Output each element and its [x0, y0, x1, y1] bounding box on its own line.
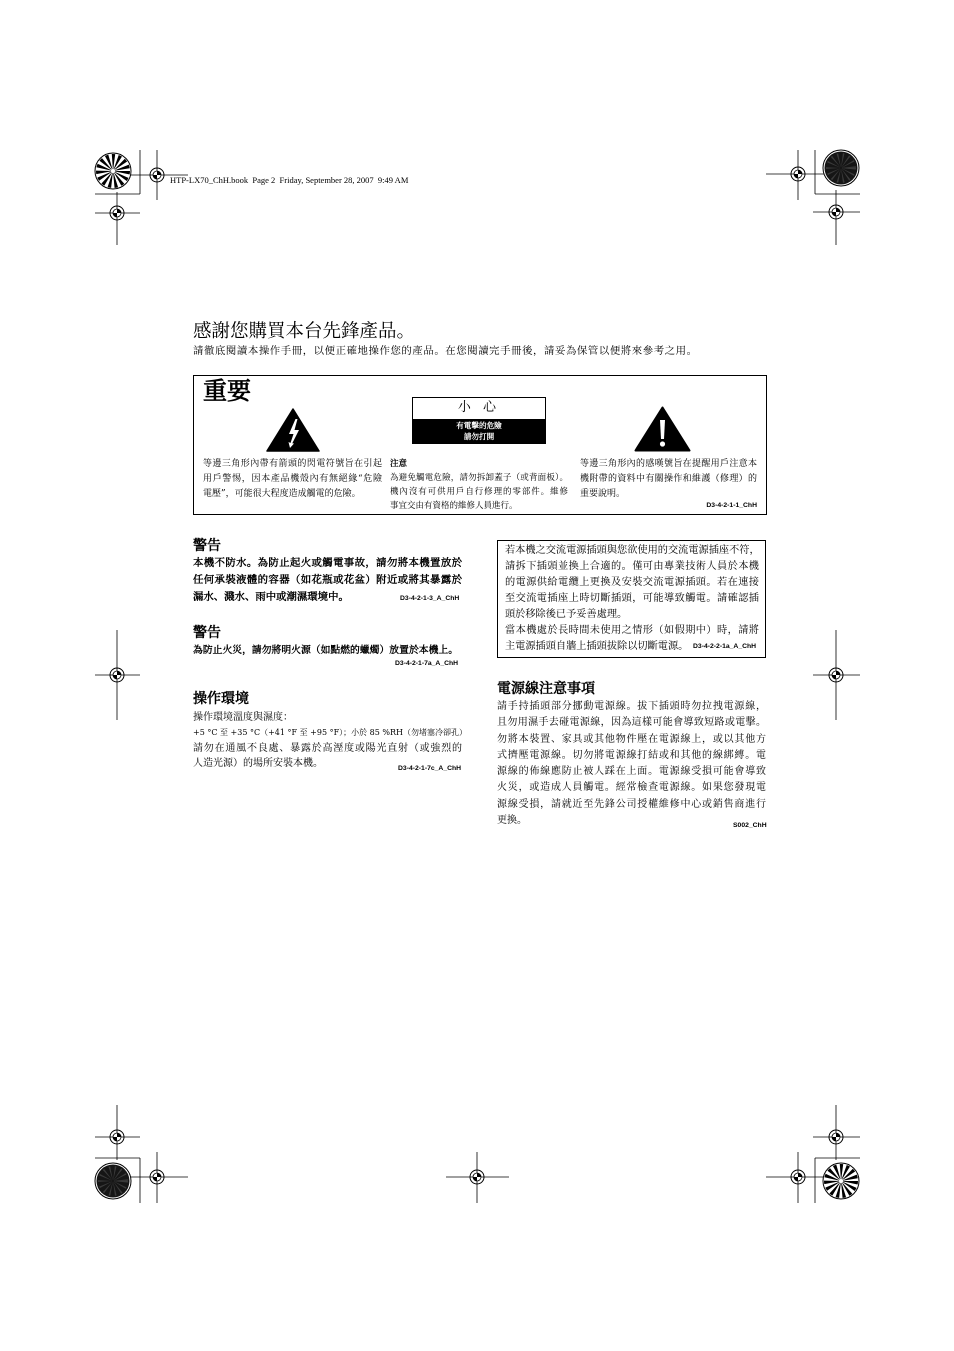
text-line: 式擠壓電源線。切勿將電源線打結或和其他的線綁縛。電: [497, 749, 766, 761]
text-line: 任何承裝液體的容器（如花瓶或花盆）附近或將其暴露於: [193, 574, 462, 586]
caution-label: [412, 397, 546, 444]
text-line: 重要說明。: [580, 489, 626, 499]
text-line: 源線的佈線應防止被人踩在上面。電源線受損可能會導致: [497, 766, 766, 778]
reference-code: D3-4-2-1-3_A_ChH: [400, 595, 460, 602]
reference-code: S002_ChH: [733, 822, 767, 829]
warning-heading: 警告: [193, 625, 221, 641]
caution-line: 有電擊的危險: [456, 421, 502, 430]
operating-environment-text: [193, 710, 467, 771]
caution-shock-warning: [413, 419, 545, 443]
warning-heading: 警告: [193, 538, 221, 554]
operating-environment-heading: 操作環境: [193, 691, 249, 707]
text-line: 人造光源）的場所安裝本機。: [193, 757, 323, 769]
caution-line: 請勿打開: [463, 432, 495, 441]
text-line: 的電源供給電纜上更換及安裝交流電源插頭。若在連接: [505, 577, 759, 588]
text-line: 操作環境溫度與濕度：: [193, 712, 293, 723]
lightning-symbol-description: [203, 457, 382, 502]
text-line: 頭於移除後已予妥善處理。: [505, 609, 628, 620]
text-line: 請勿在通風不良處、暴露於高溼度或陽光直射（或強烈的: [193, 742, 462, 754]
plug-notice-text: [505, 543, 759, 655]
fire-warning-text: [193, 643, 458, 658]
text-line: 本機不防水。為防止起火或觸電事故，請勿將本機置放於: [193, 557, 462, 569]
text-line: 為避免觸電危險，請勿拆卸蓋子（或背面板）。: [390, 473, 568, 483]
text-line: 等邊三角形內帶有箭頭的閃電符號旨在引起: [203, 459, 382, 469]
text-line: 等邊三角形內的感嘆號旨在提醒用戶注意本: [580, 459, 757, 469]
text-line: 更換。: [497, 815, 527, 827]
reference-code: D3-4-2-1-7c_A_ChH: [398, 765, 462, 772]
text-line: 若本機之交流電源插頭與您欲使用的交流電源插座不符，: [505, 545, 760, 556]
text-line: 火災，或造成人員觸電。經常檢查電源線。如果您發現電: [497, 782, 766, 794]
reference-code: D3-4-2-2-1a_A_ChH: [693, 643, 757, 650]
page-title: 感謝您購買本台先鋒產品。: [193, 321, 416, 342]
page-subtitle: 請徹底閱讀本操作手冊，以便正確地操作您的產品。在您閱讀完手冊後，請妥為保管以便將來參考之用。: [193, 345, 697, 357]
note-heading: 注意: [390, 459, 408, 469]
temperature-range: +5 °C 至 +35 °C（+41 °F 至 +95 °F）；小於 85 %RH（勿堵塞冷卻孔）: [193, 728, 467, 738]
text-line: 且勿用濕手去碰電源線，因為這樣可能會導致短路或電擊。: [497, 717, 766, 729]
book-info-header: HTP-LX70_ChH.book Page 2 Friday, September 28, 2007 9:49 AM: [170, 175, 409, 185]
text-line: 為防止火災，請勿將明火源（如點燃的蠟燭）放置於本機上。: [193, 645, 458, 656]
lightning-warning-icon: [266, 408, 320, 452]
important-heading: 重要: [203, 376, 251, 405]
text-line: 請手持插頭部分挪動電源線。拔下插頭時勿拉拽電源線，: [497, 701, 766, 712]
power-cord-heading: 電源線注意事項: [497, 681, 595, 697]
reference-code: D3-4-2-1-1_ChH: [706, 502, 757, 509]
text-line: 漏水、濺水、雨中或潮濕環境中。: [193, 591, 349, 603]
text-line: 機附帶的資料中有關操作和維護（修理）的: [580, 474, 757, 484]
text-line: 用戶警惕，因本產品機殼內有無絕緣“危險: [203, 474, 382, 484]
text-line: 至交流電插座上時切斷插頭，可能導致觸電。請確認插: [505, 593, 759, 604]
text-line: 當本機處於長時間未使用之情形（如假期中）時，請將: [505, 625, 759, 636]
exclamation-symbol-description: [580, 457, 757, 502]
plug-notice-box: [497, 540, 766, 658]
exclamation-warning-icon: [634, 406, 691, 452]
caution-title: 小 心: [413, 398, 545, 419]
text-line: 請拆下插頭並換上合適的。僅可由專業技術人員於本機: [505, 561, 759, 572]
text-line: 勿將本裝置、家具或其他物件壓在電源線上，或以其他方: [497, 733, 766, 745]
text-line: 電壓”，可能很大程度造成觸電的危險。: [203, 489, 361, 499]
text-line: 機內沒有可供用戶自行修理的零部件。維修: [390, 487, 568, 497]
text-line: 事宜交由有資格的維修人員進行。: [390, 501, 518, 511]
text-line: 主電源插頭自牆上插頭拔除以切斷電源。: [505, 641, 689, 652]
reference-code: D3-4-2-1-7a_A_ChH: [395, 660, 459, 667]
caution-note: [390, 457, 568, 513]
important-box: [193, 375, 767, 515]
power-cord-text: [497, 699, 766, 829]
text-line: 源線受損，請就近至先鋒公司授權維修中心或銷售商進行: [497, 798, 766, 810]
